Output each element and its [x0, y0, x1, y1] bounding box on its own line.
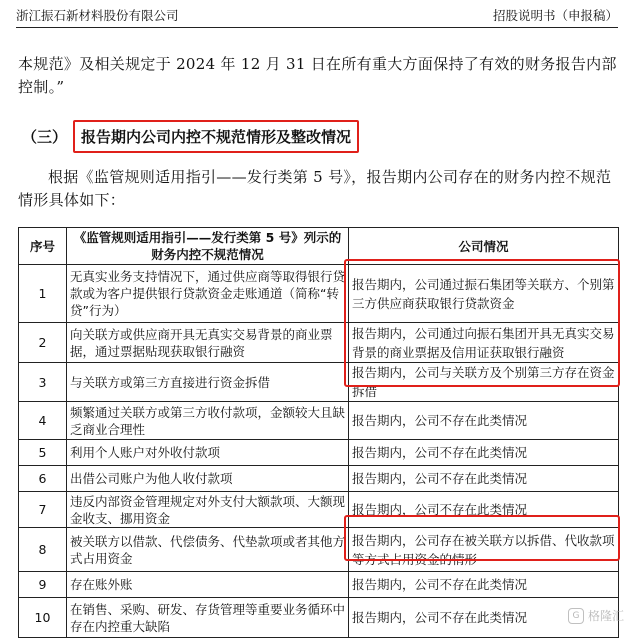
- row-item: 出借公司账户为他人收付款项: [67, 466, 349, 492]
- table-row: [19, 492, 619, 528]
- watermark-text: 格隆汇: [587, 609, 624, 623]
- table-row: [19, 466, 619, 492]
- row-no: 3: [19, 363, 67, 402]
- table-row: [19, 323, 619, 363]
- header-no: 序号: [19, 228, 67, 265]
- table-row: [19, 440, 619, 466]
- row-status: 报告期内，公司不存在此类情况: [349, 440, 619, 466]
- watermark: [568, 607, 624, 624]
- row-item: 利用个人账户对外收付款项: [67, 440, 349, 466]
- row-status: 报告期内，公司与关联方及个别第三方存在资金拆借: [349, 363, 619, 402]
- row-no: 9: [19, 572, 67, 598]
- row-no: 7: [19, 492, 67, 528]
- table-row: [19, 402, 619, 440]
- row-status: 报告期内，公司存在被关联方以拆借、代收款项等方式占用资金的情形: [349, 528, 619, 572]
- table-header-row: [19, 228, 619, 265]
- page-header: [16, 4, 618, 26]
- row-no: 8: [19, 528, 67, 572]
- row-status: 报告期内，公司不存在此类情况: [349, 466, 619, 492]
- internal-control-table: [18, 227, 619, 638]
- row-status: 报告期内，公司不存在此类情况: [349, 572, 619, 598]
- row-no: 10: [19, 598, 67, 638]
- row-status: 报告期内，公司不存在此类情况: [349, 492, 619, 528]
- row-no: 2: [19, 323, 67, 363]
- watermark-logo-icon: G: [568, 608, 584, 624]
- row-item: 存在账外账: [67, 572, 349, 598]
- table-row: [19, 363, 619, 402]
- row-status: 报告期内，公司通过向振石集团开具无真实交易背景的商业票据及信用证获取银行融资: [349, 323, 619, 363]
- header-divider: [16, 27, 618, 28]
- row-status: 报告期内，公司不存在此类情况: [349, 402, 619, 440]
- table-row: [19, 572, 619, 598]
- row-no: 1: [19, 265, 67, 323]
- header-doc-title: 招股说明书（申报稿）: [492, 8, 618, 23]
- section-number: （三）: [22, 128, 68, 146]
- header-company: 浙江振石新材料股份有限公司: [16, 8, 179, 23]
- row-item: 在销售、采购、研发、存货管理等重要业务循环中存在内控重大缺陷: [67, 598, 349, 638]
- row-no: 5: [19, 440, 67, 466]
- section-title: 报告期内公司内控不规范情形及整改情况: [73, 120, 359, 153]
- body-paragraph: 根据《监管规则适用指引——发行类第 5 号》，报告期内公司存在的财务内控不规范情形具体如下：: [18, 168, 612, 209]
- row-item: 与关联方或第三方直接进行资金拆借: [67, 363, 349, 402]
- table-row: [19, 265, 619, 323]
- row-status: 报告期内，公司通过振石集团等关联方、个别第三方供应商获取银行贷款资金: [349, 265, 619, 323]
- row-item: 向关联方或供应商开具无真实交易背景的商业票据，通过票据贴现获取银行融资: [67, 323, 349, 363]
- row-item: 违反内部资金管理规定对外支付大额款项、大额现金收支、挪用资金: [67, 492, 349, 528]
- header-status: 公司情况: [349, 228, 619, 265]
- row-item: 无真实业务支持情况下，通过供应商等取得银行贷款或为客户提供银行贷款资金走账通道（简称“转贷”行为）: [67, 265, 349, 323]
- row-item: 频繁通过关联方或第三方收付款项，金额较大且缺乏商业合理性: [67, 402, 349, 440]
- table-row: [19, 528, 619, 572]
- table-row: [19, 598, 619, 638]
- row-no: 4: [19, 402, 67, 440]
- row-status: 报告期内，公司不存在此类情况: [349, 598, 619, 638]
- row-no: 6: [19, 466, 67, 492]
- header-item: 《监管规则适用指引——发行类第 5 号》列示的财务内控不规范情况: [67, 228, 349, 265]
- section-heading: [22, 120, 359, 153]
- intro-paragraph: 本规范》及相关规定于 2024 年 12 月 31 日在所有重大方面保持了有效的财务报告内部控制。”: [18, 55, 617, 96]
- row-item: 被关联方以借款、代偿债务、代垫款项或者其他方式占用资金: [67, 528, 349, 572]
